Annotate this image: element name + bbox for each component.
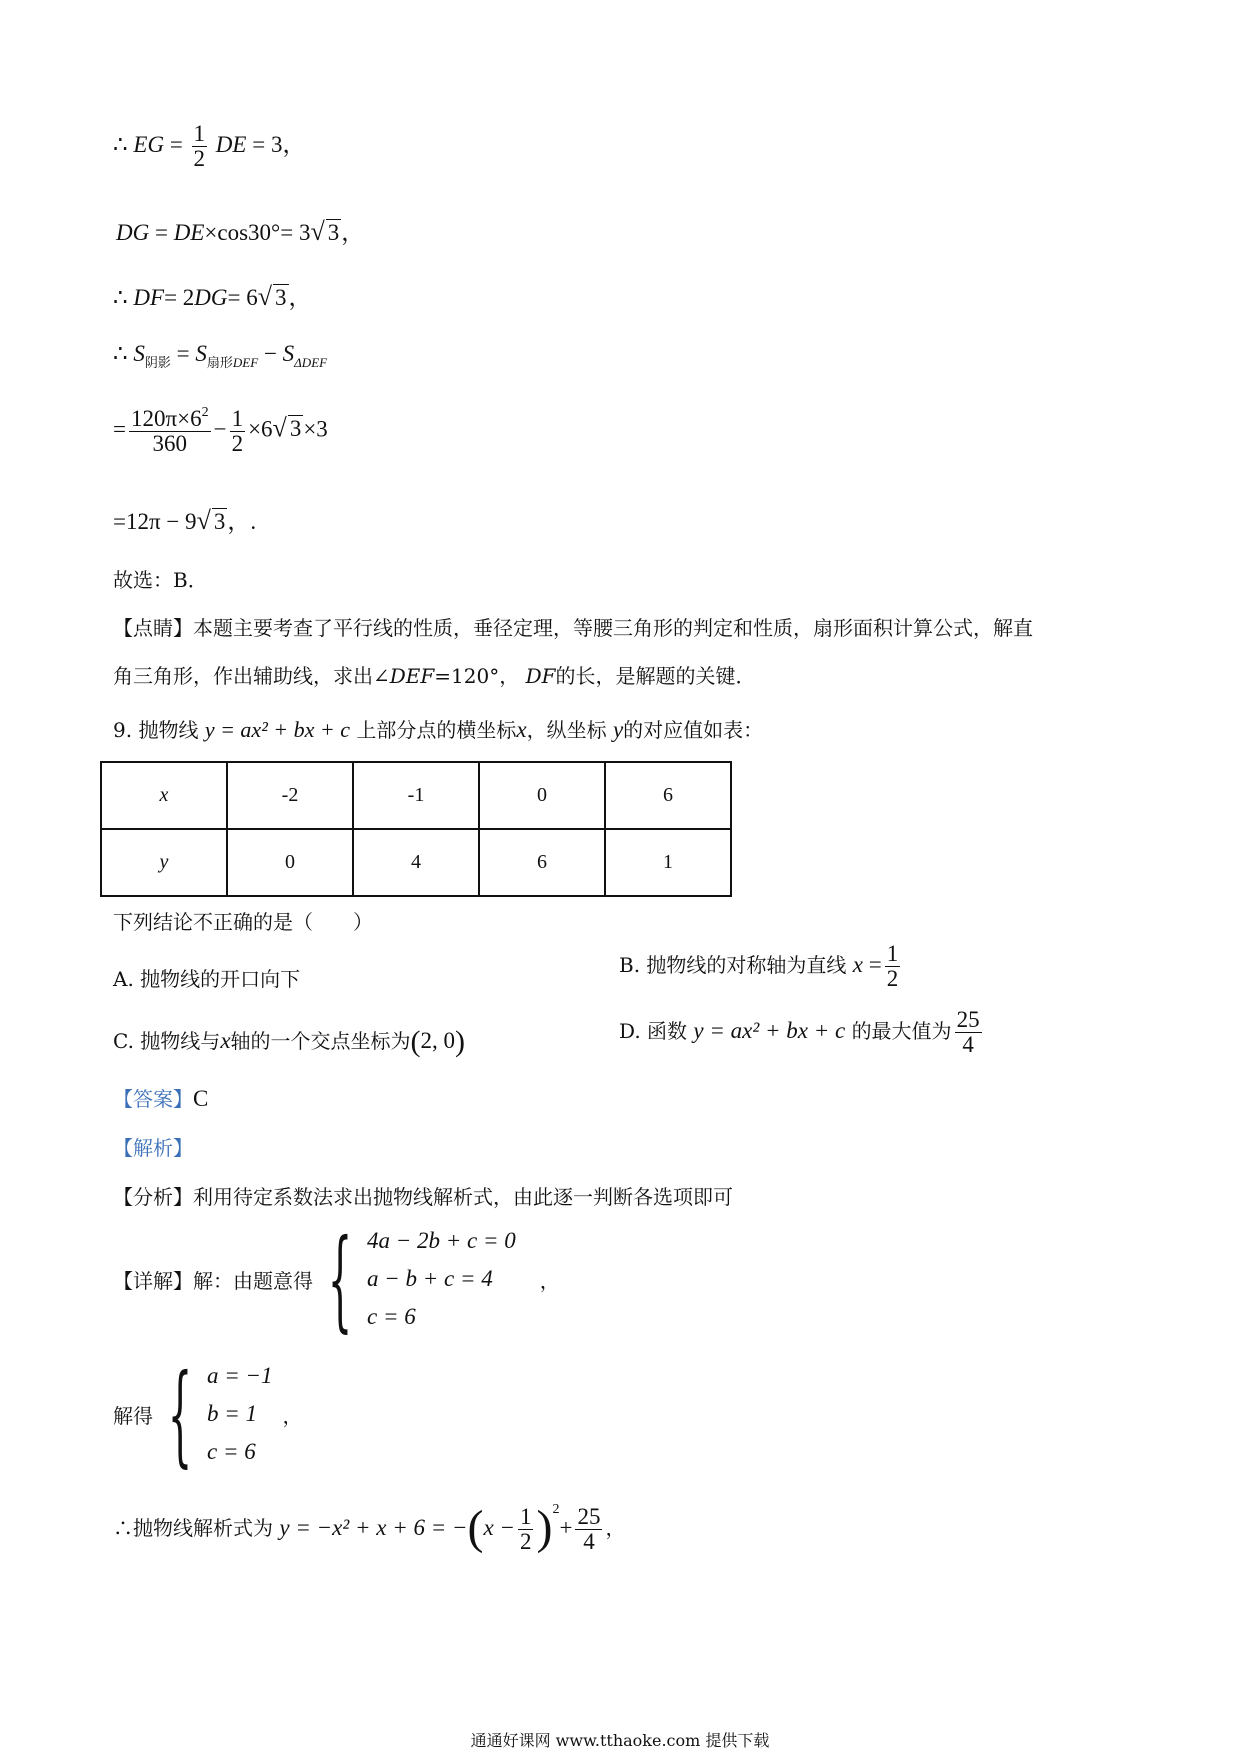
table-cell: y <box>101 829 227 896</box>
line-dg: DG = DE×cos30°= 3√ 3， <box>116 217 365 246</box>
table-cell: 0 <box>227 829 353 896</box>
option-a[interactable]: A. 抛物线的开口向下 <box>113 967 301 991</box>
final-expression: ∴抛物线解析式为 y = −x² + x + 6 = −(x − $\frac{1}{2}$ )$^2$+ $\frac{25}{4}$ ， <box>113 1501 626 1554</box>
table-cell: 0 <box>479 762 605 829</box>
table-cell: 1 <box>605 829 731 896</box>
dianjing-line-2: 角三角形，作出辅助线，求出∠DEF=120°， DF的长，是解题的关键． <box>113 664 756 688</box>
answer-line: 【答案】C <box>113 1086 209 1111</box>
table-cell: -2 <box>227 762 353 829</box>
table-cell: 6 <box>479 829 605 896</box>
table-row <box>101 829 731 896</box>
fenxi-line: 【分析】利用待定系数法求出抛物线解析式，由此逐一判断各选项即可 <box>113 1185 733 1209</box>
line-area-formula: = $\frac{120\pi\times 6^2}{360}$ − $\frac{1}{2}$ ×6√ 3×3 <box>113 405 328 457</box>
solve-system: 解得 { a = −1 b = 1 c = 6 ， <box>113 1350 303 1478</box>
footer: 通通好课网 www.tthaoke.com 提供下载 <box>470 1731 770 1750</box>
q9-prompt: 下列结论不正确的是（ ） <box>113 910 373 934</box>
line-df: ∴ DF= 2DG= 6√ 3， <box>113 282 312 311</box>
choose-answer: 故选：B． <box>113 568 208 592</box>
detail-system: 【详解】解：由题意得 { 4a − 2b + c = 0 a − b + c = 4 c = 6 ， <box>113 1215 560 1343</box>
table-cell: 6 <box>605 762 731 829</box>
dianjing-line-1: 【点睛】本题主要考查了平行线的性质，垂径定理，等腰三角形的判定和性质，扇形面积计算公式，解直 <box>113 616 1033 640</box>
analysis-tag: 【解析】 <box>113 1136 193 1160</box>
table-cell: -1 <box>353 762 479 829</box>
table-cell: x <box>101 762 227 829</box>
table-cell: 4 <box>353 829 479 896</box>
option-b[interactable]: B. 抛物线的对称轴为直线 x = $\frac{1}{2}$ <box>619 941 899 992</box>
q9-stem: 9. 抛物线 y = ax² + bx + c 上部分点的横坐标x，纵坐标 y的对应值如表： <box>113 717 764 742</box>
option-d[interactable]: D. 函数 y = ax² + bx + c 的最大值为 $\frac{25}{4}$ <box>619 1007 980 1058</box>
line-area-result: =12π − 9√ 3，. <box>113 506 257 535</box>
table-row <box>101 762 731 829</box>
line-shadow-area: ∴ $S_{阴影} = S_{扇形DEF} - S_{\Delta DEF}$ <box>113 341 328 370</box>
option-c[interactable]: C. 抛物线与x轴的一个交点坐标为(2, 0) <box>113 1025 466 1058</box>
line-eg: ∴ EG = $\frac{1}{2}$ DE = 3， <box>113 121 306 172</box>
value-table <box>100 761 732 897</box>
